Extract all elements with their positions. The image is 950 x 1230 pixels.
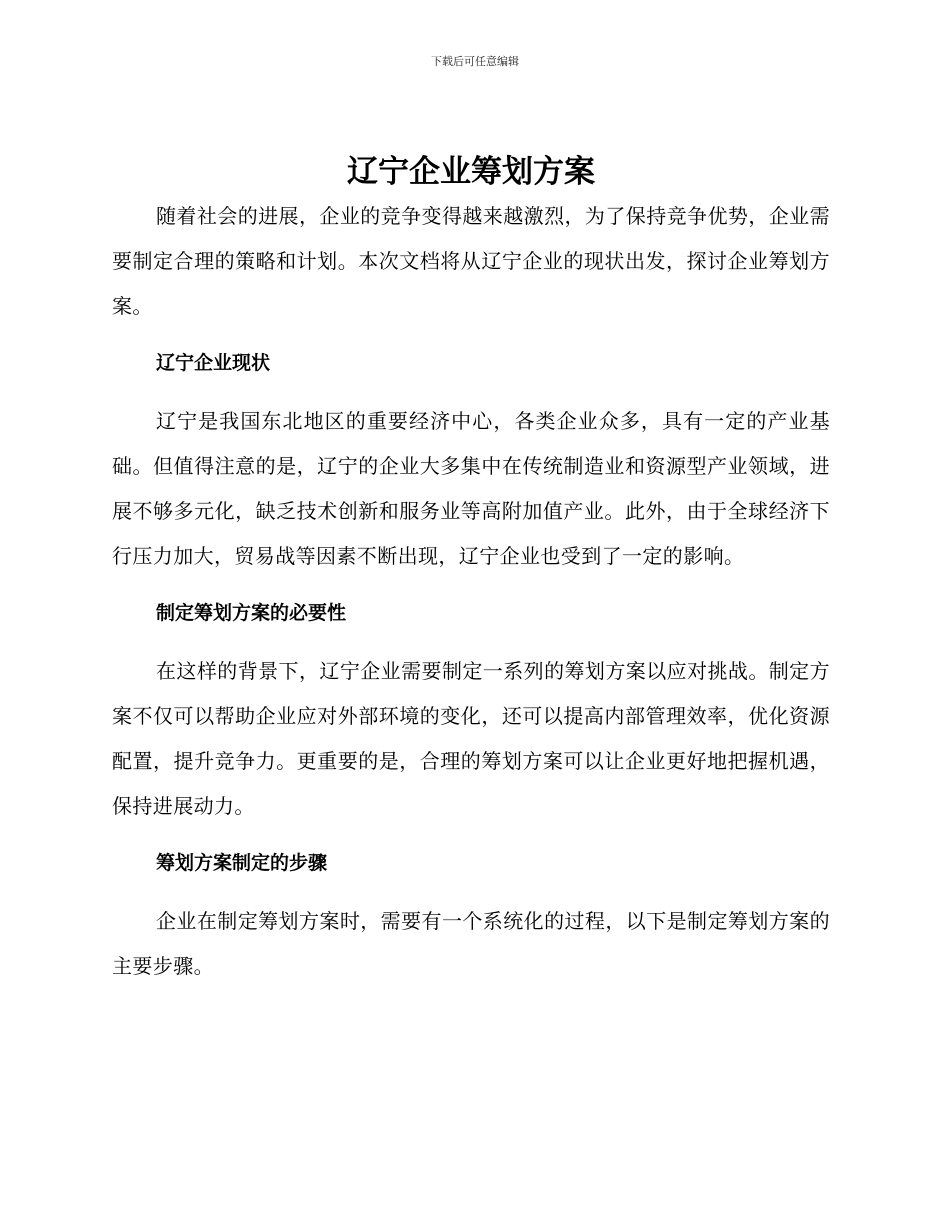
section-heading-steps: 筹划方案制定的步骤 [156, 852, 328, 874]
section-heading-necessity: 制定筹划方案的必要性 [156, 602, 347, 624]
section-heading-status: 辽宁企业现状 [156, 352, 271, 374]
document-title: 辽宁企业筹划方案 [347, 154, 595, 190]
spacer [112, 386, 830, 399]
spacer [112, 886, 830, 899]
spacer [112, 636, 830, 649]
intro-paragraph: 随着社会的进展，企业的竞争变得越来越激烈，为了保持竞争优势，企业需要制定合理的策略和计划。本次文档将从辽宁企业的现状出发，探讨企业筹划方案。 [112, 204, 830, 318]
spacer [112, 829, 830, 841]
header-note: 下载后可任意编辑 [431, 55, 519, 68]
document-body [112, 150, 830, 989]
section-body-necessity: 在这样的背景下，辽宁企业需要制定一系列的筹划方案以应对挑战。制定方案不仅可以帮助企业应对外部环境的变化，还可以提高内部管理效率，优化资源配置，提升竞争力。更重要的是，合理的筹划方案可以让企业更好地把握机遇，保持进展动力。 [112, 659, 830, 818]
section-body-steps: 企业在制定筹划方案时，需要有一个系统化的过程，以下是制定筹划方案的主要步骤。 [112, 909, 830, 978]
spacer [112, 579, 830, 591]
section-body-status: 辽宁是我国东北地区的重要经济中心，各类企业众多，具有一定的产业基础。但值得注意的是，辽宁的企业大多集中在传统制造业和资源型产业领域，进展不够多元化，缺乏技术创新和服务业等高附加值产业。此外，由于全球经济下行压力加大，贸易战等因素不断出现，辽宁企业也受到了一定的影响。 [112, 409, 830, 568]
spacer [112, 329, 830, 341]
